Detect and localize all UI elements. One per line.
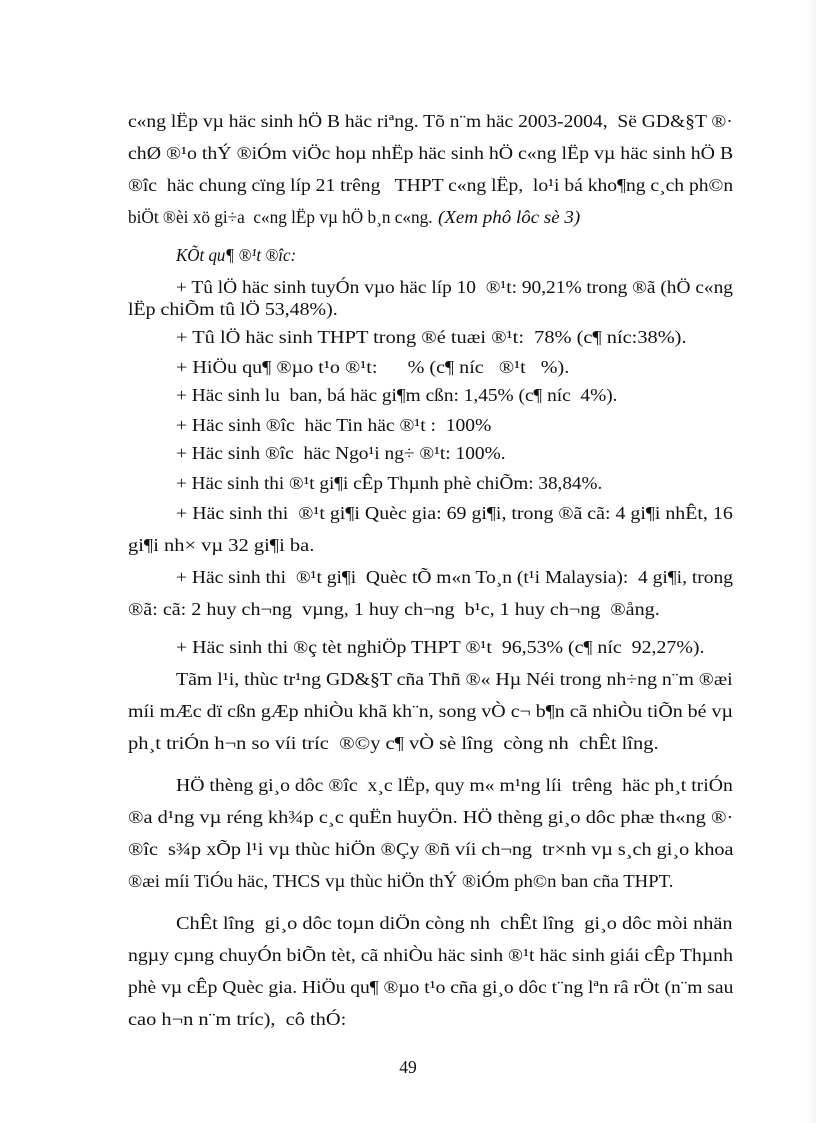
text-line: lËp chiÕm tû lÖ 53,48%). [128,299,338,319]
text-line: ®îc s¾p xÕp l¹i vµ thùc hiÖn ®Çy ®ñ víi ch¬ng tr×nh vµ s¸ch gi¸o khoa [128,839,734,859]
text-line: + Häc sinh lu ban, bá häc gi¶m cßn: 1,45% (c¶ níc 4%). [176,385,618,405]
text-line: + Häc sinh thi ®¹t gi¶i Quèc tÕ m«n To¸n (t¹i Malaysia): 4 gi¶i, trong [176,567,733,587]
text-line: ph¸t triÓn h¬n so víi tríc ®©y c¶ vÒ sè lîng còng nh chÊt lîng. [128,733,659,753]
text-line: (Xem phô lôc sè 3) [438,207,581,227]
page-edge-shadow [806,0,816,1123]
text-line: Tãm l¹i, thùc tr¹ng GD&§T cña Thñ ®« Hµ Néi trong nh÷ng n¨m ®æi [176,669,733,689]
text-line: + Tû lÖ häc sinh THPT trong ®é tuæi ®¹t: 78% (c¶ níc:38%). [176,327,687,347]
text-line: ®ã: cã: 2 huy ch¬ng vµng, 1 huy ch¬ng b¹c, 1 huy ch¬ng ®ång. [128,599,660,619]
text-line: míi mÆc dï cßn gÆp nhiÒu khã kh¨n, song vÒ c¬ b¶n cã nhiÒu tiÕn bé vµ [128,701,733,721]
text-line: + Häc sinh thi ®¹t gi¶i Quèc gia: 69 gi¶i, trong ®ã cã: 4 gi¶i nhÊt, 16 [176,503,733,523]
text-line: + Häc sinh thi ®ç tèt nghiÖp THPT ®¹t 96,53% (c¶ níc 92,27%). [176,637,705,657]
text-line: + Tû lÖ häc sinh tuyÓn vµo häc líp 10 ®¹t: 90,21% trong ®ã (hÖ c«ng [176,277,733,297]
text-line: + Häc sinh thi ®¹t gi¶i cÊp Thµnh phè chiÕm: 38,84%. [176,473,603,493]
text-line: phè vµ cÊp Quèc gia. HiÖu qu¶ ®µo t¹o cña gi¸o dôc t¨ng lªn râ rÖt (n¨m sau [128,977,734,997]
text-line: + Häc sinh ®îc häc Tin häc ®¹t : 100% [176,415,492,435]
text-line: ®æi míi TiÓu häc, THCS vµ thùc hiÖn thÝ ®iÓm ph©n ban cña THPT. [128,871,674,891]
text-line: ®a d¹ng vµ réng kh¾p c¸c quËn huyÖn. HÖ thèng gi¸o dôc phæ th«ng ®· [128,807,734,827]
text-line: ChÊt lîng gi¸o dôc toµn diÖn còng nh chÊt lîng gi¸o dôc mòi nhän [176,913,733,933]
text-line: chØ ®¹o thÝ ®iÓm viÖc hoµ nhËp häc sinh hÖ c«ng lËp vµ häc sinh hÖ B [128,143,734,163]
text-line: KÕt qu¶ ®¹t ®îc: [176,245,297,265]
text-line: + Häc sinh ®îc häc Ngo¹i ng÷ ®¹t: 100%. [176,443,506,463]
text-line: gi¶i nh× vµ 32 gi¶i ba. [128,535,315,555]
text-line: c«ng lËp vµ häc sinh hÖ B häc riªng. Tõ n¨m häc 2003-2004, Së GD&§T ®· [128,111,733,131]
text-line: + HiÖu qu¶ ®µo t¹o ®¹t: % (c¶ níc ®¹t %). [176,357,570,377]
page-number: 49 [399,1057,417,1077]
text-line: biÖt ®èi xö gi÷a c«ng lËp vµ hÖ b¸n c«ng. [128,207,433,227]
text-line: cao h¬n n¨m tríc), cô thÓ: [128,1009,347,1029]
text-line: HÖ thèng gi¸o dôc ®îc x¸c lËp, quy m« m¹ng líi trêng häc ph¸t triÓn [176,775,733,795]
text-line: ®îc häc chung cïng líp 21 trêng THPT c«ng lËp, lo¹i bá kho¶ng c¸ch ph©n [128,175,734,195]
text-line: ngµy cµng chuyÓn biÕn tèt, cã nhiÒu häc sinh ®¹t häc sinh giái cÊp Thµnh [128,945,733,965]
